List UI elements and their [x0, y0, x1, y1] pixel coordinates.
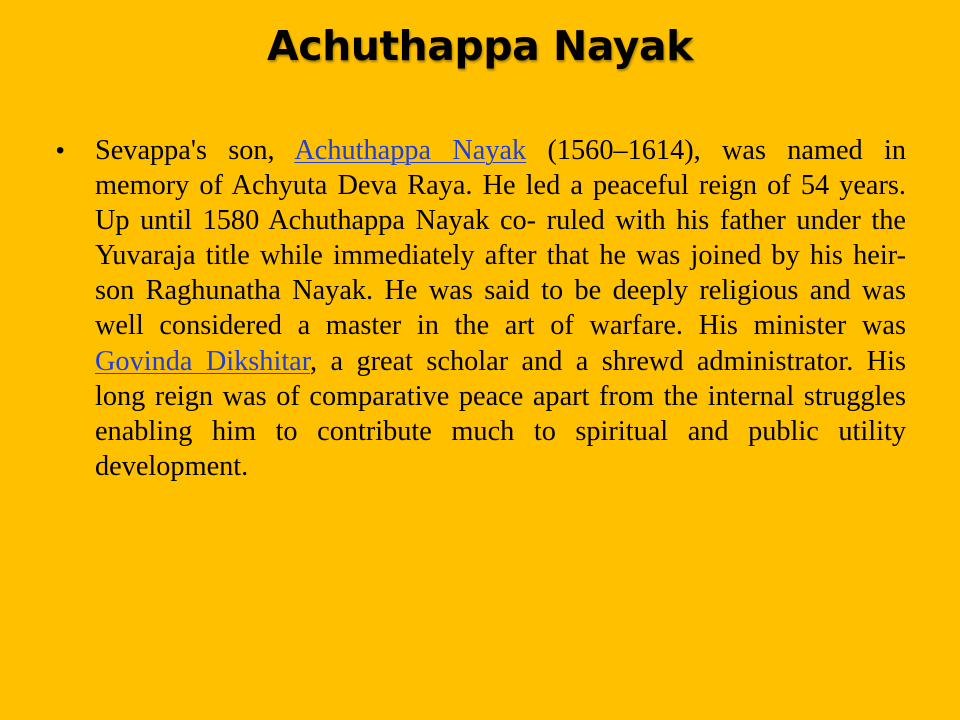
bullet-icon: •: [56, 137, 65, 164]
slide-title: Achuthappa Nayak: [267, 22, 693, 70]
bullet-item: [56, 133, 906, 484]
paragraph-text-3: , a great scholar and a shrewd administrator. His long reign was of comparative peace apart from the internal struggles enabling him to contribute much to spiritual and public utility development.: [95, 345, 906, 482]
paragraph-text-2: (1560–1614), was named in memory of Achyuta Deva Raya. He led a peaceful reign of 54 years. Up until 1580 Achuthappa Nayak co- ruled with his father under the Yuvaraja title while immediately after that he was joined by his heir-son Raghunatha Nayak. He was said to be deeply religious and was well considered a master in the art of warfare. His minister was: [95, 135, 906, 342]
govinda-dikshitar-link[interactable]: Govinda Dikshitar: [95, 345, 311, 377]
paragraph-text-1: Sevappa's son,: [95, 135, 295, 166]
bullet-list: [56, 133, 906, 484]
achuthappa-nayak-link[interactable]: Achuthappa Nayak: [294, 135, 527, 166]
